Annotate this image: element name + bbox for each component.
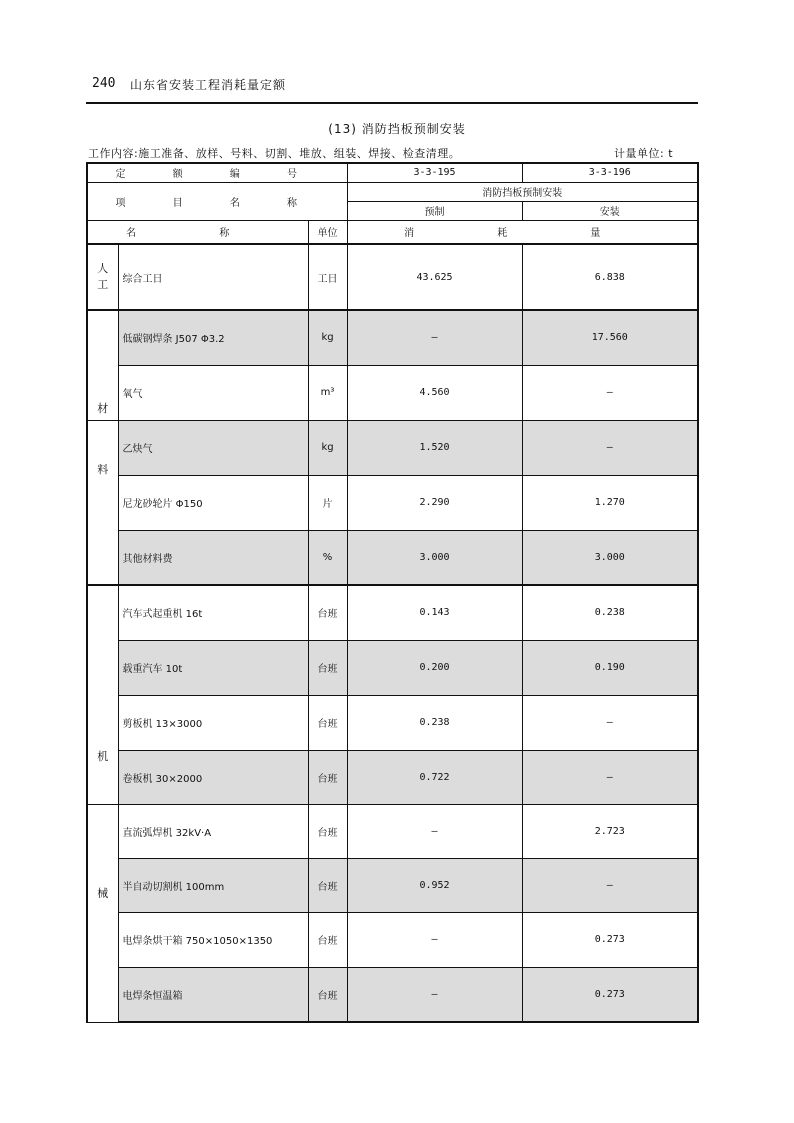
item-name: 低碳钢焊条 J507 Φ3.2 bbox=[118, 310, 308, 365]
item-name: 卷板机 30×2000 bbox=[118, 750, 308, 804]
item-unit: 台班 bbox=[308, 585, 347, 640]
table-row bbox=[87, 530, 698, 585]
table-row bbox=[87, 750, 698, 804]
value-prefab: 43.625 bbox=[347, 244, 522, 310]
item-name: 乙炔气 bbox=[118, 420, 308, 475]
item-name: 剪板机 13×3000 bbox=[118, 695, 308, 750]
table-row bbox=[87, 912, 698, 967]
item-unit: 台班 bbox=[308, 640, 347, 695]
subitem-prefab: 预制 bbox=[347, 201, 522, 220]
value-prefab: — bbox=[347, 310, 522, 365]
book-title: 山东省安装工程消耗量定额 bbox=[130, 78, 287, 92]
value-prefab: 0.200 bbox=[347, 640, 522, 695]
column-header-row bbox=[87, 220, 698, 244]
item-name: 汽车式起重机 16t bbox=[118, 585, 308, 640]
item-unit: 台班 bbox=[308, 695, 347, 750]
table-row bbox=[87, 585, 698, 640]
value-prefab: — bbox=[347, 804, 522, 858]
quota-code-2: 3-3-196 bbox=[522, 163, 698, 182]
category-machine-2: 械 bbox=[87, 804, 118, 1022]
section-title: (13) 消防挡板预制安装 bbox=[328, 122, 466, 136]
value-prefab: — bbox=[347, 967, 522, 1022]
group-label: 消防挡板预制安装 bbox=[347, 182, 698, 201]
item-name: 尼龙砂轮片 Φ150 bbox=[118, 475, 308, 530]
value-prefab: 0.143 bbox=[347, 585, 522, 640]
value-install: 0.238 bbox=[522, 585, 698, 640]
value-install: — bbox=[522, 695, 698, 750]
value-prefab: 0.952 bbox=[347, 858, 522, 912]
table-row bbox=[87, 967, 698, 1022]
item-name: 载重汽车 10t bbox=[118, 640, 308, 695]
quota-table bbox=[86, 162, 699, 1023]
item-name: 直流弧焊机 32kV·A bbox=[118, 804, 308, 858]
value-install: 1.270 bbox=[522, 475, 698, 530]
item-unit: kg bbox=[308, 310, 347, 365]
value-install: 3.000 bbox=[522, 530, 698, 585]
quota-code-1: 3-3-195 bbox=[347, 163, 522, 182]
category-machine: 机 bbox=[87, 585, 118, 804]
item-unit: 台班 bbox=[308, 750, 347, 804]
measurement-unit: 计量单位: t bbox=[614, 147, 674, 160]
item-name-label: 项 目 名 称 bbox=[87, 182, 347, 220]
category-material-2: 料 bbox=[87, 420, 118, 585]
value-prefab: — bbox=[347, 912, 522, 967]
subitem-install: 安装 bbox=[522, 201, 698, 220]
item-unit: 台班 bbox=[308, 858, 347, 912]
table-row bbox=[87, 420, 698, 475]
item-header-row bbox=[87, 182, 698, 201]
consumption-column-header: 消 耗 量 bbox=[347, 220, 698, 244]
category-labor: 人 工 bbox=[87, 244, 118, 310]
value-install: 6.838 bbox=[522, 244, 698, 310]
item-unit: kg bbox=[308, 420, 347, 475]
item-unit: 台班 bbox=[308, 804, 347, 858]
value-install: — bbox=[522, 750, 698, 804]
table-row bbox=[87, 695, 698, 750]
quota-code-row bbox=[87, 163, 698, 182]
value-install: — bbox=[522, 365, 698, 420]
item-name: 综合工日 bbox=[118, 244, 308, 310]
table-row bbox=[87, 365, 698, 420]
table-row bbox=[87, 244, 698, 310]
table-row bbox=[87, 475, 698, 530]
item-unit: 台班 bbox=[308, 967, 347, 1022]
value-prefab: 0.238 bbox=[347, 695, 522, 750]
item-unit: 台班 bbox=[308, 912, 347, 967]
value-install: — bbox=[522, 858, 698, 912]
item-name: 其他材料费 bbox=[118, 530, 308, 585]
page-header bbox=[86, 74, 698, 104]
item-unit: m³ bbox=[308, 365, 347, 420]
table-row bbox=[87, 804, 698, 858]
value-install: 2.723 bbox=[522, 804, 698, 858]
page-number: 240 bbox=[92, 76, 116, 91]
value-prefab: 4.560 bbox=[347, 365, 522, 420]
table-row bbox=[87, 640, 698, 695]
item-name: 氧气 bbox=[118, 365, 308, 420]
table-row bbox=[87, 858, 698, 912]
value-install: — bbox=[522, 420, 698, 475]
value-install: 0.273 bbox=[522, 912, 698, 967]
item-unit: 工日 bbox=[308, 244, 347, 310]
value-prefab: 0.722 bbox=[347, 750, 522, 804]
name-column-header: 名 称 bbox=[87, 220, 308, 244]
table-row bbox=[87, 310, 698, 365]
item-name: 半自动切割机 100mm bbox=[118, 858, 308, 912]
value-prefab: 1.520 bbox=[347, 420, 522, 475]
value-prefab: 3.000 bbox=[347, 530, 522, 585]
category-material: 材 bbox=[87, 310, 118, 420]
item-unit: 片 bbox=[308, 475, 347, 530]
item-name: 电焊条恒温箱 bbox=[118, 967, 308, 1022]
value-prefab: 2.290 bbox=[347, 475, 522, 530]
item-name: 电焊条烘干箱 750×1050×1350 bbox=[118, 912, 308, 967]
value-install: 0.190 bbox=[522, 640, 698, 695]
quota-code-label: 定 额 编 号 bbox=[87, 163, 347, 182]
value-install: 17.560 bbox=[522, 310, 698, 365]
value-install: 0.273 bbox=[522, 967, 698, 1022]
item-unit: % bbox=[308, 530, 347, 585]
work-content: 工作内容:施工准备、放样、号料、切割、堆放、组装、焊接、检查清理。 bbox=[88, 147, 461, 160]
unit-column-header: 单位 bbox=[308, 220, 347, 244]
